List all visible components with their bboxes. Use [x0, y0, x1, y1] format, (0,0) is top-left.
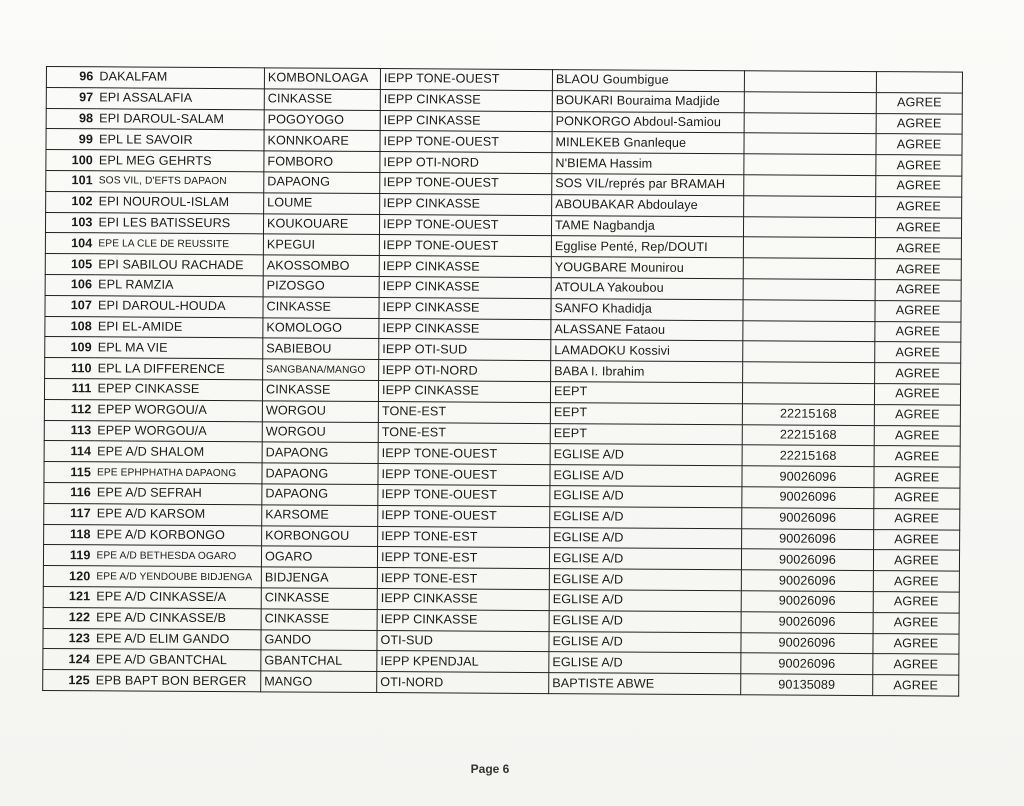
school-registry-table: [42, 66, 963, 696]
village: CINKASSE: [264, 89, 380, 111]
status: AGREE: [873, 612, 959, 633]
school-name: EPE A/D SEFRAH: [94, 483, 262, 505]
phone-number: 90026096: [741, 591, 873, 613]
row-number: 110: [45, 358, 95, 379]
iepp-district: IEPP TONE-OUEST: [378, 505, 550, 527]
promoter: ABOUBAKAR Abdoulaye: [552, 194, 744, 216]
row-number: 101: [46, 170, 96, 191]
row-number: 103: [45, 212, 95, 233]
iepp-district: IEPP TONE-OUEST: [379, 235, 551, 257]
iepp-district: IEPP TONE-OUEST: [380, 69, 552, 91]
school-name: EPI SABILOU RACHADE: [95, 254, 263, 276]
promoter: EEPT: [550, 423, 742, 445]
status: AGREE: [875, 280, 961, 301]
iepp-district: IEPP CINKASSE: [379, 318, 551, 340]
iepp-district: IEPP CINKASSE: [379, 277, 551, 299]
promoter: EGLISE A/D: [549, 652, 741, 674]
status: AGREE: [875, 342, 961, 363]
row-number: 115: [44, 462, 94, 483]
row-number: 123: [43, 628, 93, 649]
village: CINKASSE: [262, 380, 378, 402]
village: LOUME: [264, 193, 380, 215]
row-number: 96: [46, 67, 96, 88]
status: AGREE: [873, 550, 959, 571]
promoter: TAME Nagbandja: [551, 215, 743, 237]
village: GANDO: [261, 629, 377, 651]
status: AGREE: [873, 571, 959, 592]
iepp-district: OTI-NORD: [377, 672, 549, 694]
phone-number: [743, 237, 875, 259]
page-number: Page 6: [470, 762, 510, 776]
school-name: EPEP WORGOU/A: [94, 420, 262, 442]
school-name: EPL LA DIFFERENCE: [95, 358, 263, 380]
iepp-district: IEPP CINKASSE: [377, 609, 549, 631]
row-number: 124: [43, 649, 93, 670]
promoter: YOUGBARE Mounirou: [551, 257, 743, 279]
promoter: Egglise Penté, Rep/DOUTI: [551, 236, 743, 258]
iepp-district: IEPP CINKASSE: [380, 89, 552, 111]
school-name: EPE A/D CINKASSE/B: [93, 608, 261, 630]
school-name: DAKALFAM: [96, 67, 264, 89]
iepp-district: IEPP OTI-NORD: [379, 360, 551, 382]
status: AGREE: [874, 446, 960, 467]
phone-number: [744, 175, 876, 197]
status: AGREE: [874, 384, 960, 405]
village: DAPAONG: [262, 484, 378, 506]
phone-number: 22215168: [742, 424, 874, 446]
village: CINKASSE: [261, 588, 377, 610]
school-name: SOS VIL, D'EFTS DAPAON: [96, 171, 264, 193]
status: AGREE: [876, 155, 962, 176]
phone-number: 90026096: [741, 570, 873, 592]
status: AGREE: [875, 321, 961, 342]
iepp-district: TONE-EST: [378, 422, 550, 444]
promoter: BOUKARI Bouraima Madjide: [552, 90, 744, 112]
school-name: EPI DAROUL-HOUDA: [95, 296, 263, 318]
table-body: [43, 67, 963, 696]
promoter: SOS VIL/représ par BRAMAH: [552, 174, 744, 196]
row-number: 106: [45, 274, 95, 295]
row-number: 97: [46, 87, 96, 108]
row-number: 117: [44, 503, 94, 524]
school-name: EPEP CINKASSE: [94, 379, 262, 401]
school-name: EPL MEG GEHRTS: [96, 150, 264, 172]
promoter: BABA I. Ibrahim: [551, 361, 743, 383]
row-number: 99: [46, 129, 96, 150]
phone-number: [743, 320, 875, 342]
school-name: EPE A/D YENDOUBE BIDJENGA: [93, 566, 261, 588]
iepp-district: IEPP TONE-OUEST: [380, 131, 552, 153]
school-name: EPL RAMZIA: [95, 275, 263, 297]
row-number: 119: [43, 545, 93, 566]
row-number: 113: [44, 420, 94, 441]
status: AGREE: [876, 92, 962, 113]
status: AGREE: [875, 363, 961, 384]
promoter: LAMADOKU Kossivi: [551, 340, 743, 362]
iepp-district: IEPP TONE-EST: [377, 568, 549, 590]
promoter: EGLISE A/D: [549, 569, 741, 591]
row-number: 122: [43, 607, 93, 628]
village: KPEGUI: [263, 234, 379, 256]
village: GBANTCHAL: [261, 650, 377, 672]
iepp-district: IEPP KPENDJAL: [377, 651, 549, 673]
iepp-district: IEPP CINKASSE: [377, 588, 549, 610]
phone-number: [744, 92, 876, 114]
promoter: ALASSANE Fataou: [551, 319, 743, 341]
iepp-district: IEPP CINKASSE: [380, 110, 552, 132]
promoter: EGLISE A/D: [550, 465, 742, 487]
village: DAPAONG: [262, 442, 378, 464]
status: AGREE: [873, 675, 959, 696]
phone-number: [744, 133, 876, 155]
phone-number: [744, 112, 876, 134]
school-name: EPL LE SAVOIR: [96, 129, 264, 151]
school-name: EPI LES BATISSEURS: [95, 212, 263, 234]
phone-number: [743, 362, 875, 384]
promoter: BAPTISTE ABWE: [549, 673, 741, 695]
village: KONNKOARE: [264, 130, 380, 152]
village: CINKASSE: [263, 297, 379, 319]
iepp-district: OTI-SUD: [377, 630, 549, 652]
table-row: [43, 670, 959, 696]
row-number: 125: [43, 670, 93, 691]
row-number: 102: [46, 191, 96, 212]
status: AGREE: [875, 300, 961, 321]
village: OGARO: [261, 546, 377, 568]
status: AGREE: [876, 134, 962, 155]
promoter: ATOULA Yakoubou: [551, 278, 743, 300]
status: AGREE: [873, 633, 959, 654]
iepp-district: IEPP CINKASSE: [379, 256, 551, 278]
status: AGREE: [876, 176, 962, 197]
page-footer: [0, 762, 1024, 776]
iepp-district: IEPP OTI-NORD: [380, 152, 552, 174]
row-number: 114: [44, 441, 94, 462]
iepp-district: IEPP TONE-OUEST: [378, 484, 550, 506]
school-name: EPE A/D ELIM GANDO: [93, 628, 261, 650]
village: WORGOU: [262, 401, 378, 423]
phone-number: 90026096: [741, 611, 873, 633]
village: PIZOSGO: [263, 276, 379, 298]
village: FOMBORO: [264, 151, 380, 173]
iepp-district: IEPP CINKASSE: [378, 380, 550, 402]
phone-number: [742, 383, 874, 405]
status: AGREE: [874, 425, 960, 446]
promoter: MINLEKEB Gnanleque: [552, 132, 744, 154]
village: SABIEBOU: [263, 338, 379, 360]
village: KOMBONLOAGA: [264, 68, 380, 90]
row-number: 118: [44, 524, 94, 545]
iepp-district: IEPP TONE-OUEST: [380, 173, 552, 195]
status: AGREE: [875, 238, 961, 259]
promoter: EGLISE A/D: [549, 590, 741, 612]
promoter: EGLISE A/D: [549, 610, 741, 632]
school-name: EPE EPHPHATHA DAPAONG: [94, 462, 262, 484]
phone-number: 90026096: [742, 466, 874, 488]
status: AGREE: [875, 259, 961, 280]
phone-number: 90026096: [742, 487, 874, 509]
row-number: 107: [45, 295, 95, 316]
phone-number: [743, 300, 875, 322]
village: DAPAONG: [264, 172, 380, 194]
promoter: EGLISE A/D: [550, 444, 742, 466]
status: AGREE: [874, 488, 960, 509]
school-name: EPL MA VIE: [95, 337, 263, 359]
phone-number: 22215168: [742, 404, 874, 426]
school-name: EPI NOUROUL-ISLAM: [96, 192, 264, 214]
promoter: EEPT: [550, 402, 742, 424]
iepp-district: IEPP TONE-OUEST: [379, 214, 551, 236]
village: DAPAONG: [262, 463, 378, 485]
status: AGREE: [874, 529, 960, 550]
promoter: EGLISE A/D: [550, 486, 742, 508]
row-number: 108: [45, 316, 95, 337]
row-number: 120: [43, 566, 93, 587]
school-name: EPE LA CLE DE REUSSITE: [95, 233, 263, 255]
village: BIDJENGA: [261, 567, 377, 589]
iepp-district: IEPP TONE-EST: [377, 547, 549, 569]
village: WORGOU: [262, 421, 378, 443]
village: MANGO: [261, 671, 377, 693]
row-number: 109: [45, 337, 95, 358]
village: SANGBANA/MANGO: [263, 359, 379, 381]
school-name: EPB BAPT BON BERGER: [93, 670, 261, 692]
phone-number: [743, 279, 875, 301]
iepp-district: IEPP TONE-OUEST: [378, 464, 550, 486]
school-name: EPI DAROUL-SALAM: [96, 108, 264, 130]
village: AKOSSOMBO: [263, 255, 379, 277]
school-name: EPE A/D CINKASSE/A: [93, 587, 261, 609]
promoter: EGLISE A/D: [550, 506, 742, 528]
village: KOUKOUARE: [263, 213, 379, 235]
school-name: EPE A/D KARSOM: [94, 504, 262, 526]
status: AGREE: [876, 196, 962, 217]
status: AGREE: [873, 591, 959, 612]
row-number: 116: [44, 482, 94, 503]
status: AGREE: [875, 217, 961, 238]
promoter: EEPT: [550, 382, 742, 404]
status: AGREE: [874, 467, 960, 488]
iepp-district: IEPP CINKASSE: [379, 297, 551, 319]
phone-number: [743, 341, 875, 363]
village: KOMOLOGO: [263, 317, 379, 339]
school-name: EPE A/D GBANTCHAL: [93, 649, 261, 671]
row-number: 104: [45, 233, 95, 254]
iepp-district: IEPP TONE-EST: [378, 526, 550, 548]
row-number: 105: [45, 254, 95, 275]
promoter: PONKORGO Abdoul-Samiou: [552, 111, 744, 133]
row-number: 98: [46, 108, 96, 129]
row-number: 112: [44, 399, 94, 420]
status: AGREE: [873, 654, 959, 675]
phone-number: 90026096: [742, 528, 874, 550]
status: AGREE: [874, 404, 960, 425]
village: KARSOME: [262, 505, 378, 527]
school-name: EPE A/D BETHESDA OGARO: [93, 545, 261, 567]
phone-number: 90135089: [741, 674, 873, 696]
phone-number: [744, 71, 876, 93]
school-name: EPI EL-AMIDE: [95, 316, 263, 338]
phone-number: [744, 154, 876, 176]
phone-number: [743, 258, 875, 280]
phone-number: [744, 196, 876, 218]
promoter: BLAOU Goumbigue: [552, 70, 744, 92]
phone-number: 90026096: [741, 549, 873, 571]
status: AGREE: [874, 508, 960, 529]
row-number: 121: [43, 586, 93, 607]
phone-number: 22215168: [742, 445, 874, 467]
iepp-district: IEPP OTI-SUD: [379, 339, 551, 361]
promoter: EGLISE A/D: [550, 527, 742, 549]
iepp-district: TONE-EST: [378, 401, 550, 423]
village: KORBONGOU: [262, 525, 378, 547]
status: AGREE: [876, 113, 962, 134]
row-number: 111: [44, 378, 94, 399]
promoter: EGLISE A/D: [549, 548, 741, 570]
phone-number: 90026096: [742, 507, 874, 529]
village: POGOYOGO: [264, 109, 380, 131]
iepp-district: IEPP TONE-OUEST: [378, 443, 550, 465]
school-name: EPEP WORGOU/A: [94, 400, 262, 422]
phone-number: 90026096: [741, 653, 873, 675]
promoter: N'BIEMA Hassim: [552, 153, 744, 175]
village: CINKASSE: [261, 609, 377, 631]
promoter: EGLISE A/D: [549, 631, 741, 653]
table-wrapper: [42, 66, 962, 696]
promoter: SANFO Khadidja: [551, 298, 743, 320]
row-number: 100: [46, 150, 96, 171]
phone-number: 90026096: [741, 632, 873, 654]
status: [876, 72, 962, 93]
school-name: EPE A/D KORBONGO: [94, 524, 262, 546]
school-name: EPI ASSALAFIA: [96, 88, 264, 110]
phone-number: [743, 216, 875, 238]
iepp-district: IEPP CINKASSE: [380, 193, 552, 215]
school-name: EPE A/D SHALOM: [94, 441, 262, 463]
